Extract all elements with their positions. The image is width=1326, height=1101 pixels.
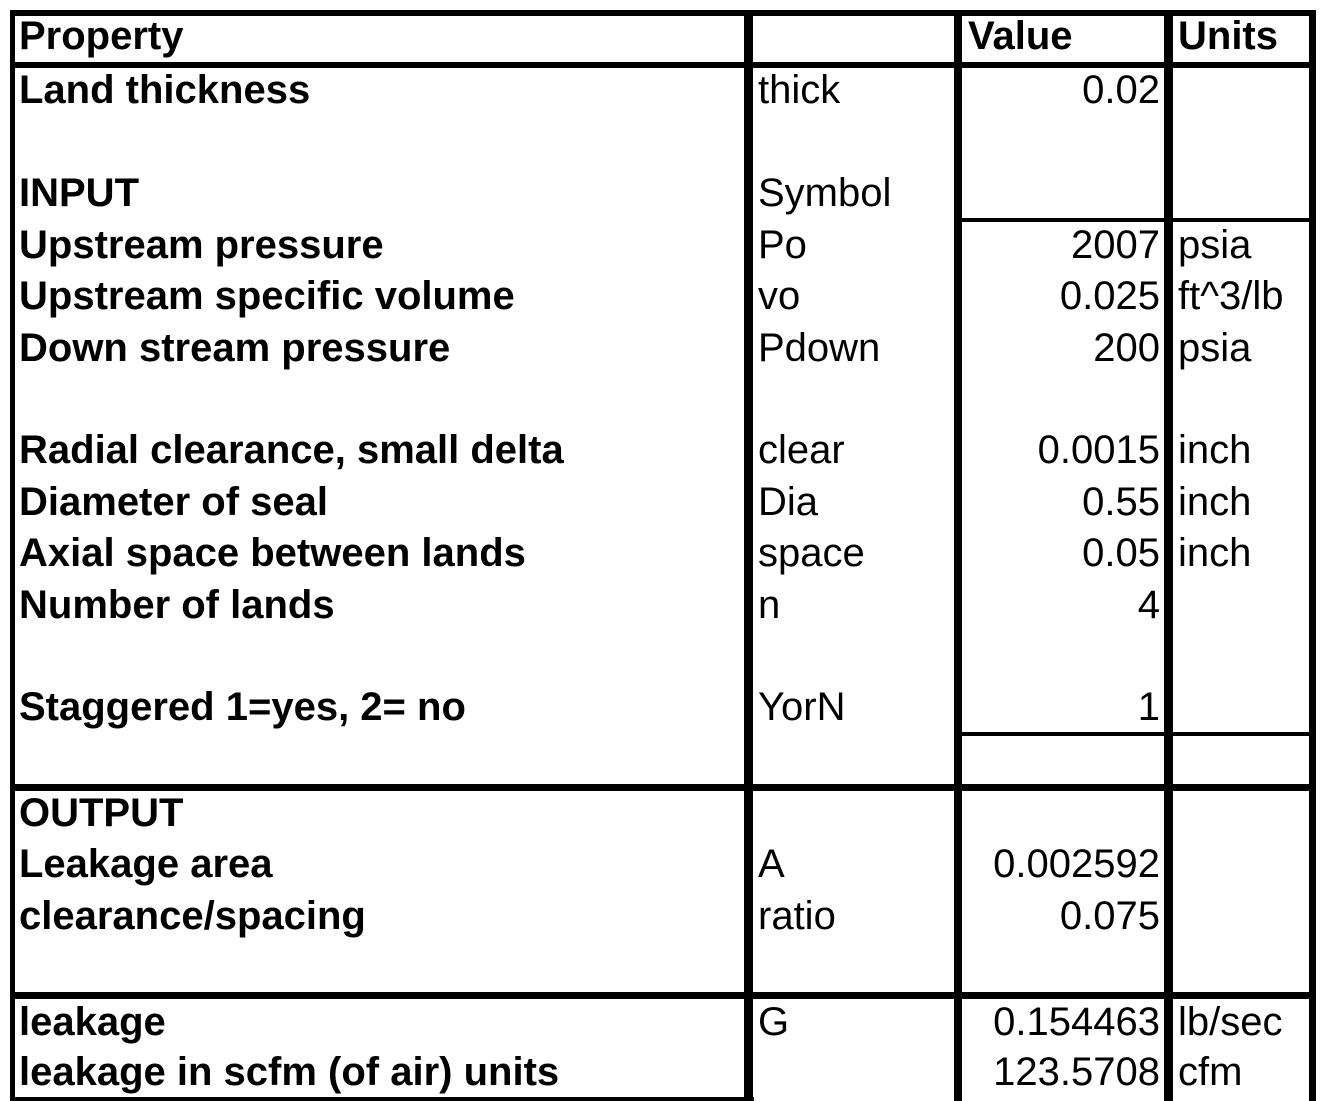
label-diameter-of-seal: Diameter of seal [19, 480, 329, 524]
label-leakage-area: Leakage area [19, 842, 273, 886]
symbol-a: A [758, 842, 785, 886]
header-value: Value [968, 14, 1073, 58]
value-upstream-specific-volume[interactable]: 0.025 [1059, 274, 1160, 318]
value-leakage-area: 0.002592 [993, 842, 1160, 886]
value-radial-clearance[interactable]: 0.0015 [1037, 428, 1160, 472]
units-down-stream-pressure: psia [1178, 326, 1252, 370]
units-upstream-specific-volume: ft^3/lb [1178, 274, 1284, 318]
symbol-column-heading: Symbol [758, 171, 892, 215]
symbol-yorn: YorN [758, 685, 846, 729]
label-radial-clearance: Radial clearance, small delta [19, 428, 564, 472]
output-section-heading: OUTPUT [19, 791, 184, 835]
border-col2-left [744, 10, 753, 1101]
border-input-bottom [10, 784, 1316, 791]
border-top [10, 10, 1316, 16]
symbol-pdown: Pdown [758, 326, 881, 370]
value-leakage-scfm: 123.5708 [993, 1050, 1160, 1094]
units-diameter-of-seal: inch [1178, 480, 1252, 524]
symbol-vo: vo [758, 274, 801, 318]
header-units: Units [1178, 14, 1278, 58]
input-section-heading: INPUT [19, 171, 139, 215]
border-col3-left [954, 10, 962, 1101]
units-radial-clearance: inch [1178, 428, 1252, 472]
symbol-thick: thick [758, 68, 841, 112]
label-leakage: leakage [19, 1000, 166, 1044]
symbol-space: space [758, 531, 865, 575]
border-right [1309, 10, 1316, 1101]
value-land-thickness[interactable]: 0.02 [1082, 68, 1160, 112]
label-clearance-spacing: clearance/spacing [19, 894, 366, 938]
symbol-clear: clear [758, 428, 845, 472]
value-upstream-pressure[interactable]: 2007 [1071, 223, 1160, 267]
symbol-po: Po [758, 223, 807, 267]
units-axial-space: inch [1178, 531, 1252, 575]
border-left [10, 10, 15, 1101]
label-land-thickness: Land thickness [19, 68, 311, 112]
value-clearance-spacing: 0.075 [1059, 894, 1160, 938]
header-property: Property [19, 14, 184, 58]
units-leakage: lb/sec [1178, 1000, 1283, 1044]
symbol-n: n [758, 583, 781, 627]
symbol-dia: Dia [758, 480, 819, 524]
value-staggered[interactable]: 1 [1137, 685, 1160, 729]
value-number-of-lands[interactable]: 4 [1137, 583, 1160, 627]
units-upstream-pressure: psia [1178, 223, 1252, 267]
symbol-g: G [758, 1000, 790, 1044]
symbol-ratio: ratio [758, 894, 836, 938]
label-down-stream-pressure: Down stream pressure [19, 326, 451, 370]
label-leakage-scfm: leakage in scfm (of air) units [19, 1050, 560, 1094]
border-col4-left [1164, 10, 1173, 1101]
value-down-stream-pressure[interactable]: 200 [1093, 326, 1160, 370]
value-diameter-of-seal[interactable]: 0.55 [1082, 480, 1160, 524]
units-leakage-scfm: cfm [1178, 1050, 1243, 1094]
value-leakage: 0.154463 [993, 1000, 1160, 1044]
border-value-box-bottom [962, 732, 1309, 736]
label-upstream-specific-volume: Upstream specific volume [19, 274, 515, 318]
label-staggered: Staggered 1=yes, 2= no [19, 685, 466, 729]
label-upstream-pressure: Upstream pressure [19, 223, 384, 267]
label-axial-space: Axial space between lands [19, 531, 526, 575]
label-number-of-lands: Number of lands [19, 583, 335, 627]
value-axial-space[interactable]: 0.05 [1082, 531, 1160, 575]
